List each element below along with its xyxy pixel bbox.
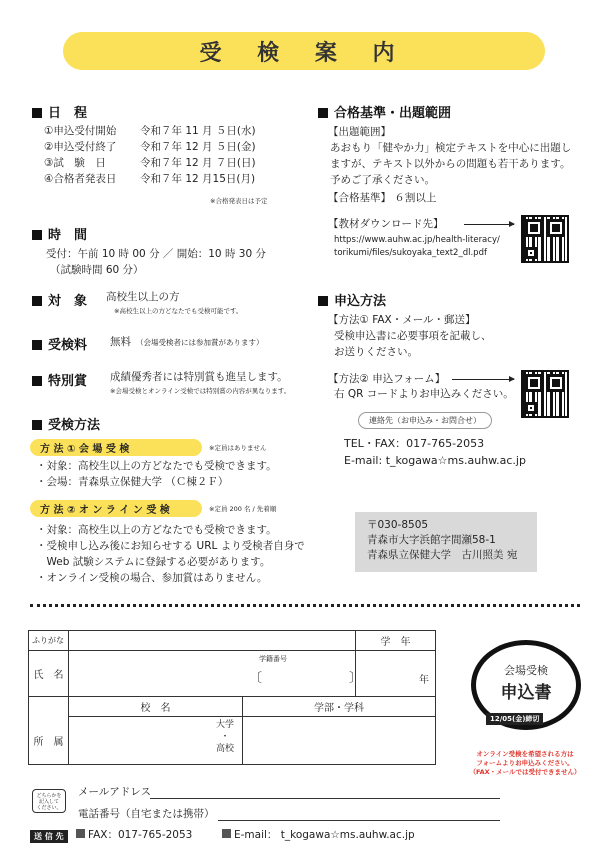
qr-code-icon[interactable] xyxy=(521,215,569,263)
affiliation-label: 所 属 xyxy=(29,717,69,765)
faculty-label: 学部・学科 xyxy=(243,697,436,717)
target-note: ※高校生以上の方どなたでも受検可能です。 xyxy=(114,307,243,315)
prize-value: 成績優秀者には特別賞も進呈します。 xyxy=(110,371,288,383)
application-form xyxy=(28,630,436,765)
apply-method1-label: 【方法① FAX・メール・郵送】 xyxy=(328,314,476,326)
prize-note: ※会場受検とオンライン受検では特別賞の内容が異なります。 xyxy=(110,387,291,395)
schedule-row: ①申込受付開始 令和７年 11 月 ５日(水) xyxy=(44,125,256,137)
school-field[interactable]: 大学 ・ 高校 xyxy=(69,717,243,765)
target-value: 高校生以上の方 xyxy=(106,291,180,303)
venue-method-pill: 方 法 ① 会 場 受 検 xyxy=(30,439,202,456)
pass-criteria: 【合格基準】 ６割以上 xyxy=(328,192,437,204)
send-to-badge: 送 信 先 xyxy=(30,830,68,843)
venue-details xyxy=(36,458,277,490)
bullet-square-icon xyxy=(318,108,328,118)
contact-label: 連絡先（お申込み・お問合せ） xyxy=(358,412,492,429)
phone-label: 電話番号（自宅または携帯） xyxy=(78,808,215,820)
criteria-heading: 合格基準・出題範囲 xyxy=(318,102,451,121)
recipient-line: 青森県立保健大学 古川照美 宛 xyxy=(367,549,518,561)
time-line: 受付：午前 10 時 00 分 ／ 開始：10 時 30 分 xyxy=(46,248,266,260)
list-item: Web 試験システムに登録する必要があります。 xyxy=(36,556,271,568)
list-item: ・対象：高校生以上の方どなたでも受検できます。 xyxy=(36,460,277,472)
schedule-heading: 日 程 xyxy=(32,102,87,121)
apply-method2-label: 【方法② 申込フォーム】 xyxy=(328,373,446,385)
bullet-square-icon xyxy=(32,296,42,306)
scope-label: 【出題範囲】 xyxy=(328,126,391,138)
schedule-row: ③試 験 日 令和７年 12 月 ７日(日) xyxy=(44,157,256,169)
bullet-square-icon xyxy=(32,420,42,430)
time-duration: （試験時間 60 分） xyxy=(50,264,144,276)
target-heading: 対 象 xyxy=(32,290,87,309)
fee-heading: 受検料 xyxy=(32,334,87,353)
venue-capacity-note: ※定員はありません xyxy=(209,444,267,452)
prize-heading: 特別賞 xyxy=(32,370,87,389)
time-heading: 時 間 xyxy=(32,224,87,243)
contact-tel: TEL・FAX：017-765-2053 xyxy=(344,437,485,450)
scope-text: あおもり「健やか力」検定テキストを中心に出題し ますが、テキスト以外からの問題も若干あります。 予めご了承ください。 xyxy=(330,142,572,186)
application-stamp: 会場受検 申込書 xyxy=(471,640,581,730)
student-number-label: 学籍番号 xyxy=(259,655,287,663)
send-to-email[interactable]: E-mail： t_kogawa☆ms.auhw.ac.jp xyxy=(222,827,415,843)
bullet-square-icon xyxy=(32,108,42,118)
fee-note: （会場受検者には参加賞があります） xyxy=(136,338,264,347)
apply-heading: 申込方法 xyxy=(318,290,386,309)
fee-value: 無料 xyxy=(110,336,131,348)
list-item: ・受検申し込み後にお知らせする URL より受検者自身で xyxy=(36,540,305,552)
contact-email[interactable]: E-mail: t_kogawa☆ms.auhw.ac.jp xyxy=(344,454,526,467)
apply-method2-text: 右 QR コードよりお申込みください。 xyxy=(334,388,514,400)
bullet-square-icon xyxy=(318,296,328,306)
schedule-list xyxy=(44,123,256,187)
cut-line xyxy=(30,604,580,607)
grade-label: 学 年 xyxy=(356,631,436,651)
grade-field[interactable]: 年 xyxy=(356,651,436,697)
phone-input-line[interactable] xyxy=(218,820,500,821)
page-title: 受 検 案 内 xyxy=(63,32,545,70)
postal-code: 〒030-8505 xyxy=(367,519,429,531)
address-box xyxy=(355,512,537,572)
list-item: ・会場：青森県立保健大学 （Ｃ棟２Ｆ） xyxy=(36,476,229,488)
fill-either-note: どちらかを 記入して ください。 xyxy=(32,789,66,813)
online-note: オンライン受検を希望される方は フォームよりお申込みください。 （FAX・メールでは受付できません） xyxy=(469,750,581,776)
bullet-square-icon xyxy=(32,340,42,350)
bullet-square-icon xyxy=(32,376,42,386)
school-label: 校 名 xyxy=(69,697,243,717)
furigana-field[interactable] xyxy=(69,631,356,651)
schedule-row: ②申込受付終了 令和７年 12 月 ５日(金) xyxy=(44,141,256,153)
deadline-badge: 12/05(金)締切 xyxy=(486,713,543,725)
arrow-right-icon xyxy=(464,224,514,225)
online-capacity-note: ※定員 200 名 / 先着順 xyxy=(209,505,277,513)
list-item: ・オンライン受検の場合、参加賞はありません。 xyxy=(36,572,268,584)
name-field[interactable]: 学籍番号 〔 〕 xyxy=(69,651,356,697)
furigana-label: ふりがな xyxy=(29,631,69,651)
method-heading: 受検方法 xyxy=(32,414,100,433)
download-url[interactable]: https://www.auhw.ac.jp/health-literacy/ torikumi/files/sukoyaka_text2_dl.pdf xyxy=(334,235,500,258)
online-details xyxy=(36,522,305,586)
qr-code-icon[interactable] xyxy=(521,370,569,418)
list-item: ・対象：高校生以上の方どなたでも受検できます。 xyxy=(36,524,277,536)
arrow-right-icon xyxy=(452,379,514,380)
online-method-pill: 方 法 ② オ ン ラ イ ン 受 検 xyxy=(30,500,202,517)
schedule-row: ④合格者発表日 令和７年 12 月15日(月) xyxy=(44,173,256,185)
send-to-fax: FAX：017-765-2053 xyxy=(76,827,192,843)
email-label: メールアドレス xyxy=(78,786,151,798)
name-label: 氏 名 xyxy=(29,651,69,697)
download-label: 【教材ダウンロード先】 xyxy=(328,218,444,230)
address-line: 青森市大字浜館字間瀬58-1 xyxy=(367,534,496,546)
schedule-note: ※合格発表日は予定 xyxy=(210,197,268,205)
email-input-line[interactable] xyxy=(150,798,500,799)
bullet-square-icon xyxy=(32,230,42,240)
apply-method1-text: 受検申込書に必要事項を記載し、 お送りください。 xyxy=(334,330,492,358)
faculty-field[interactable] xyxy=(243,717,436,765)
